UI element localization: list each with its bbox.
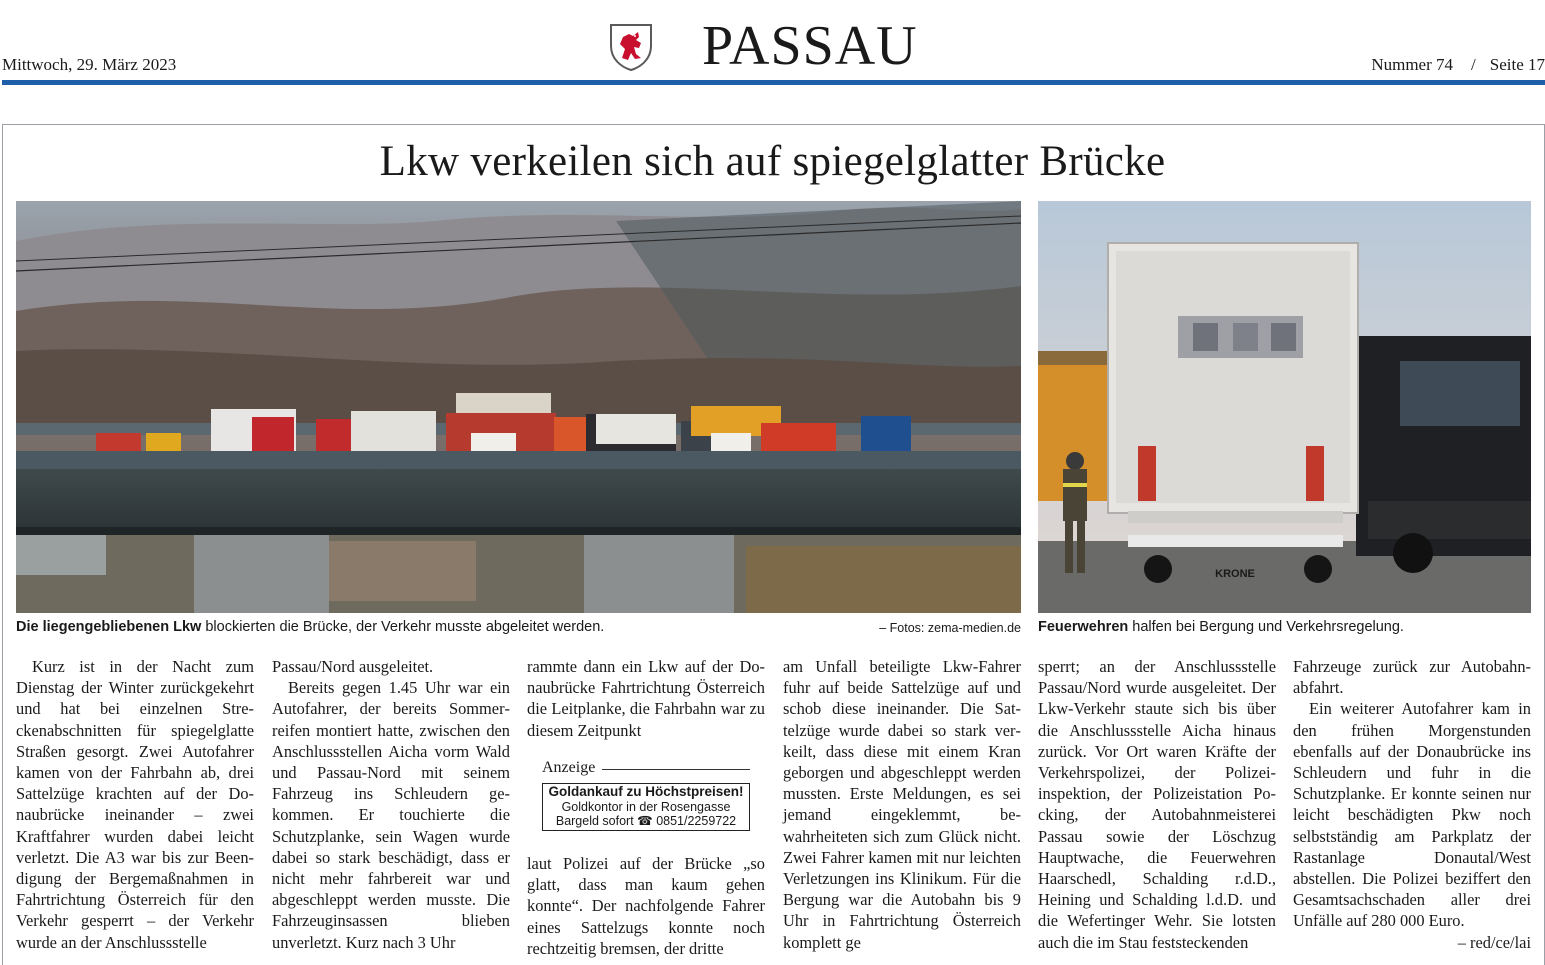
- column-6-paragraph: Ein weiterer Autofahrer kam in den frühen Morgenstunden ebenfalls auf der Donaubrücke ins Schleudern und fuhr in die Schutzplanke. Er konnte seinen nur leicht beschädigten Pkw noch selbstständig am Parkplatz der Rastanlage Donautal/West abstellen. Die Polizei beziffert den Gesamtsachschaden aller drei Unfälle auf 280 000 Euro.: [1293, 699, 1531, 931]
- article-column-5: [1038, 656, 1276, 953]
- author-signoff: – red/ce/lai: [1457, 932, 1531, 952]
- caption-right-text: halfen bei Bergung und Verkehrsregelung.: [1128, 619, 1404, 635]
- truck-crash-photo: [1038, 201, 1531, 613]
- issue-info: [1371, 55, 1545, 75]
- caption-left-bold: Die liegengebliebenen Lkw: [16, 619, 202, 635]
- ad-label: Anzeige: [542, 759, 596, 776]
- masthead-city: PASSAU: [702, 15, 918, 77]
- masthead: [0, 0, 1545, 88]
- page-number: Seite 17: [1489, 55, 1545, 74]
- column-2-paragraph: Bereits gegen 1.45 Uhr war ein Autofahrer, der bereits Sommerreifen montiert hatte, zwischen den Anschlussstellen Aicha vorm Wald und Passau-Nord mit seinem Fahrzeug ins Schleudern gekommen. Er touchierte die Schutzplanke, sein Wagen wurde dabei so stark beschädigt, dass er nicht mehr fahrbereit war und abgeschleppt werden musste. Die Fahrzeuginsassen blieben unverletzt. Kurz nach 3 Uhr: [272, 678, 510, 952]
- column-5-text: sperrt; an der Anschlussstelle Passau/Nord wurde ausgeleitet. Der Lkw-Verkehr staute sich bis über die Anschlussstelle Aicha hinaus zurück. Vor Ort waren Kräfte der Verkehrspolizei, der Polizeiinspektion, der Polizeistation Pocking, der Autobahnmeisterei Passau sowie der Löschzug Hauptwache, die Feuerwehren Haarschedl, Schalding r.d.D., Heining und Schalding l.d.D. und die Wefertinger Wehr. Sie lotsten auch die im Stau feststeckenden: [1038, 657, 1276, 952]
- column-6-continuation: Fahrzeuge zurück zur Autobahnabfahrt.: [1293, 657, 1531, 698]
- article-column-4: [783, 656, 1021, 953]
- column-2-continuation: Passau/Nord ausgeleitet.: [272, 657, 434, 676]
- article-column-3-bottom: [527, 853, 765, 959]
- advertisement-box: [542, 783, 750, 831]
- photo-credit: – Fotos: zema-medien.de: [879, 621, 1021, 635]
- article-column-1: [16, 656, 254, 953]
- issue-number: Nummer 74: [1371, 55, 1454, 74]
- photo-caption-right: [1038, 619, 1404, 635]
- trailer-brand-text: KRONE: [1215, 568, 1255, 580]
- article-headline: Lkw verkeilen sich auf spiegelglatter Brücke: [379, 138, 1166, 185]
- column-1-paragraph: Kurz ist in der Nacht zum Dienstag der Winter zurückgekehrt und hat bei einzelnen Streckenabschnitten für spiegelglatte Straßen gesorgt. Zwei Autofahrer kamen von der Fahrbahn ab, drei Sattelzüge krachten auf der Donaubrücke ineinander – zwei Kraftfahrer wurden dabei leicht verletzt. Die A3 war bis zur Beendigung der Bergemaßnahmen in Fahrtrichtung Österreich für den Verkehr gesperrt – der Verkehr wurde an der Anschlussstelle: [16, 657, 254, 952]
- article-column-3-top: [527, 656, 765, 741]
- ad-line-3: Bargeld sofort ☎ 0851/2259722: [555, 814, 737, 828]
- passau-coat-of-arms-icon: [608, 22, 654, 72]
- column-4-text: am Unfall beteiligte Lkw-Fahrer fuhr auf beide Sattelzüge auf und schob diese ineinander. Die Sattelzüge wurde dabei so stark verkeilt, dass diese mit einem Kran geborgen und abgeschleppt werden mussten. Erste Meldungen, es sei jemand eingeklemmt, bewahrheiteten sich zum Glück nicht. Zwei Fahrer kamen mit nur leichten Verletzungen ins Klinikum. Für die Bergung war die Autobahn bis 9 Uhr in Fahrtrichtung Österreich komplett ge: [783, 657, 1021, 952]
- ad-line-2: Goldkontor in der Rosengasse: [561, 799, 731, 814]
- issue-separator: /: [1471, 55, 1476, 74]
- publication-date: Mittwoch, 29. März 2023: [2, 55, 177, 74]
- ad-headline: Goldankauf zu Höchstpreisen!: [548, 784, 744, 799]
- article-column-6: [1293, 656, 1531, 953]
- caption-left-text: blockierten die Brücke, der Verkehr musste abgeleitet werden.: [201, 619, 605, 635]
- column-3-bottom-text: laut Polizei auf der Brücke „so glatt, dass man kaum gehen konnte“. Der nachfolgende Fahrer eines Sattelzugs konnte noch rechtzeitig bremsen, der dritte: [527, 854, 765, 958]
- caption-right-bold: Feuerwehren: [1038, 619, 1129, 635]
- ad-divider: [602, 769, 750, 770]
- article-column-2: [272, 656, 510, 953]
- photo-caption-left: [16, 619, 604, 635]
- bridge-photo: [16, 201, 1021, 613]
- column-3-top-text: rammte dann ein Lkw auf der Donaubrücke Fahrtrichtung Österreich die Leitplanke, die Fahrbahn war zu diesem Zeitpunkt: [527, 657, 765, 740]
- masthead-rule: [2, 80, 1545, 85]
